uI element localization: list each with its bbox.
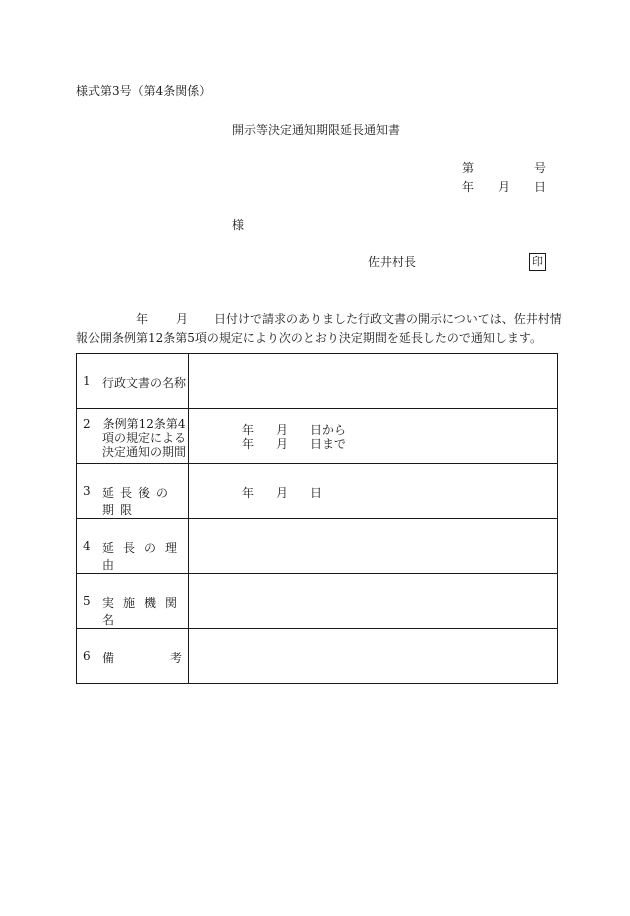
period-from [242, 423, 346, 437]
date-year: 年 [462, 180, 475, 194]
document-name-value[interactable] [189, 354, 558, 409]
from-month: 月 [276, 423, 289, 437]
row-label-document-name: 行政文書の名称 [102, 376, 187, 390]
row-number: 1 [83, 374, 91, 388]
row-number: 5 [83, 594, 91, 608]
to-year: 年 [242, 437, 255, 451]
remarks-left: 備 [102, 651, 115, 665]
table-row [77, 354, 558, 409]
reference-number-suffix: 号 [534, 161, 547, 175]
seal-stamp: 印 [529, 253, 546, 271]
extended-deadline-date [242, 484, 322, 501]
row-number: 6 [83, 649, 91, 663]
body-line1-rest: 日付けで請求のありました行政文書の開示については、佐井村情 [214, 312, 562, 326]
label-line-1: 条例第12条第4 [102, 417, 186, 431]
deadline-month: 月 [276, 486, 289, 500]
table-row [77, 629, 558, 684]
body-month: 月 [176, 312, 189, 326]
remarks-value[interactable] [189, 629, 558, 684]
addressee-suffix: 様 [232, 218, 245, 232]
period-to [242, 437, 346, 451]
row-label-extended-deadline: 延長後の期限 [102, 486, 175, 517]
extension-reason-value[interactable] [189, 519, 558, 574]
date-day: 日 [534, 180, 547, 194]
row-label-decision-period [83, 417, 186, 459]
label-line-3: 決定通知の期間 [102, 445, 187, 459]
issuer-name: 佐井村長 [368, 255, 417, 269]
label-cell [77, 464, 189, 519]
period-dates [242, 423, 346, 451]
label-cell [77, 629, 189, 684]
deadline-year: 年 [242, 486, 255, 500]
reference-number-prefix: 第 [462, 161, 475, 175]
form-label: 様式第3号（第4条関係） [76, 84, 212, 98]
label-cell [77, 519, 189, 574]
document-title: 開示等決定通知期限延長通知書 [232, 123, 401, 137]
decision-period-value[interactable] [189, 409, 558, 464]
row-label-implementing-agency: 実施機関名 [102, 596, 187, 627]
label-cell [77, 409, 189, 464]
from-day: 日から [310, 423, 347, 437]
row-label-extension-reason: 延長の理由 [102, 541, 187, 572]
body-year: 年 [136, 312, 149, 326]
label-line-2: 項の規定による [102, 431, 187, 445]
body-line-2: 報公開条例第12条第5項の規定により次のとおり決定期間を延長したので通知します。 [76, 331, 542, 345]
body-line-1 [76, 310, 562, 329]
label-cell [77, 574, 189, 629]
row-number: 3 [83, 484, 91, 498]
date-month: 月 [498, 180, 511, 194]
to-day: 日まで [310, 437, 347, 451]
remarks-right: 考 [169, 651, 182, 665]
from-year: 年 [242, 423, 255, 437]
implementing-agency-value[interactable] [189, 574, 558, 629]
info-table [76, 353, 558, 684]
label-cell [77, 354, 189, 409]
row-label-remarks [102, 649, 182, 666]
table-row [77, 464, 558, 519]
row-number: 4 [83, 539, 91, 553]
body-text [76, 310, 562, 348]
table-row [77, 409, 558, 464]
table-row [77, 574, 558, 629]
table-row [77, 519, 558, 574]
row-number: 2 [83, 417, 91, 431]
to-month: 月 [276, 437, 289, 451]
extended-deadline-value[interactable] [189, 464, 558, 519]
deadline-day: 日 [310, 486, 323, 500]
